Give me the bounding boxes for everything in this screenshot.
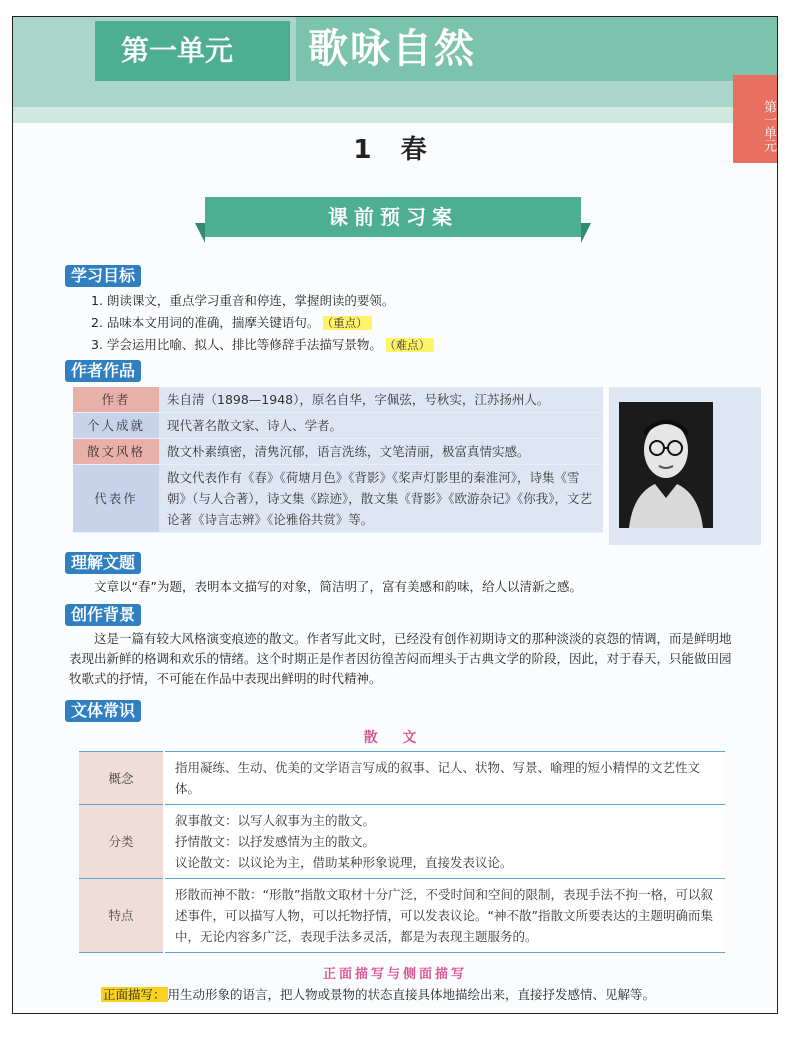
side-tab: 第一单元 — [733, 75, 777, 163]
front-description — [101, 985, 655, 1005]
unit-label: 第一单元 — [95, 21, 290, 81]
preview-ribbon: 课前预习案 — [205, 197, 581, 237]
author-photo-panel — [609, 387, 761, 545]
table-row — [73, 439, 603, 465]
row-line: 叙事散文：以写人叙事为主的散文。 — [175, 813, 376, 828]
author-portrait — [619, 402, 713, 528]
row-label: 分类 — [79, 805, 164, 879]
row-line: 抒情散文：以抒发感情为主的散文。 — [175, 834, 376, 849]
row-label: 个人成就 — [73, 413, 159, 439]
table-row — [73, 465, 603, 533]
row-label: 作者 — [73, 387, 159, 413]
front-text: 用生动形象的语言，把人物或景物的状态直接具体地描绘出来，直接抒发感情、见解等。 — [167, 987, 656, 1002]
row-line: 议论散文：以议论为主，借助某种形象说理，直接发表议论。 — [175, 855, 513, 870]
essay-title: 散 文 — [363, 730, 427, 746]
face-side-title: 正面描写与侧面描写 — [322, 967, 467, 982]
header-strip — [13, 107, 777, 123]
row-line: 指用凝练、生动、优美的文学语言写成的叙事、记人、状物、写景、喻理的短小精悍的文艺性文体。 — [175, 760, 701, 796]
background-text: 这是一篇有较大风格演变痕迹的散文。作者写此文时，已经没有创作初期诗文的那种淡淡的哀怨的情调，而是鲜明地表现出新鲜的格调和欢乐的情绪。这个时期正是作者因彷徨苦闷而埋头于古典文学的阶段，因此，对于春天，只能做田园牧歌式的抒情，不可能在作品中表现出鲜明的时代精神。 — [69, 631, 732, 686]
author-heading: 作者作品 — [65, 360, 141, 382]
page — [12, 16, 778, 1014]
table-row — [79, 879, 725, 953]
goal-text: 1. 朗读课文，重点学习重音和停连，掌握朗读的要领。 — [91, 293, 395, 308]
row-value: 现代著名散文家、诗人、学者。 — [159, 413, 603, 439]
table-row — [79, 752, 725, 805]
author-table — [73, 387, 603, 533]
row-value — [164, 752, 725, 805]
row-value: 散文朴素缜密，清隽沉郁，语言洗练，文笔清丽，极富真情实感。 — [159, 439, 603, 465]
goals-heading: 学习目标 — [65, 265, 141, 287]
row-label: 代表作 — [73, 465, 159, 533]
row-label: 概念 — [79, 752, 164, 805]
goal-item — [91, 313, 372, 333]
goal-text: 2. 品味本文用词的准确，揣摩关键语句。 — [91, 315, 320, 330]
title-meaning-text: 文章以“春”为题，表明本文描写的对象，简洁明了，富有美感和韵味，给人以清新之感。 — [94, 579, 582, 594]
background-heading: 创作背景 — [65, 604, 141, 626]
front-key: 正面描写： — [103, 987, 166, 1002]
row-line: 形散而神不散：“形散”指散文取材十分广泛，不受时间和空间的限制，表现手法不拘一格，可以叙述事件，可以描写人物，可以托物抒情，可以发表议论。“神不散”指散文所要表达的主题明确而集中，无论内容多广泛，表现手法多灵活，都是为表现主题服务的。 — [175, 887, 713, 944]
lesson-title: 1 春 — [353, 135, 437, 165]
table-row — [73, 413, 603, 439]
genre-heading: 文体常识 — [65, 700, 141, 722]
key-point-tag: （重点） — [323, 316, 371, 330]
goal-item — [91, 335, 434, 355]
table-row — [73, 387, 603, 413]
row-value — [164, 805, 725, 879]
unit-title: 歌咏自然 — [296, 17, 777, 81]
goal-text: 3. 学会运用比喻、拟人、排比等修辞手法描写景物。 — [91, 337, 382, 352]
row-label: 散文风格 — [73, 439, 159, 465]
title-meaning-heading: 理解文题 — [65, 552, 141, 574]
row-value — [164, 879, 725, 953]
difficult-point-tag: （难点） — [386, 338, 434, 352]
row-value: 朱自清（1898—1948），原名自华，字佩弦，号秋实，江苏扬州人。 — [159, 387, 603, 413]
essay-table — [79, 751, 725, 953]
goal-item — [91, 291, 394, 311]
row-label: 特点 — [79, 879, 164, 953]
row-value: 散文代表作有《春》《荷塘月色》《背影》《桨声灯影里的秦淮河》，诗集《雪朝》（与人合著），诗文集《踪迹》，散文集《背影》《欧游杂记》《你我》，文艺论著《诗言志辨》《论雅俗共赏》等。 — [159, 465, 603, 533]
table-row — [79, 805, 725, 879]
